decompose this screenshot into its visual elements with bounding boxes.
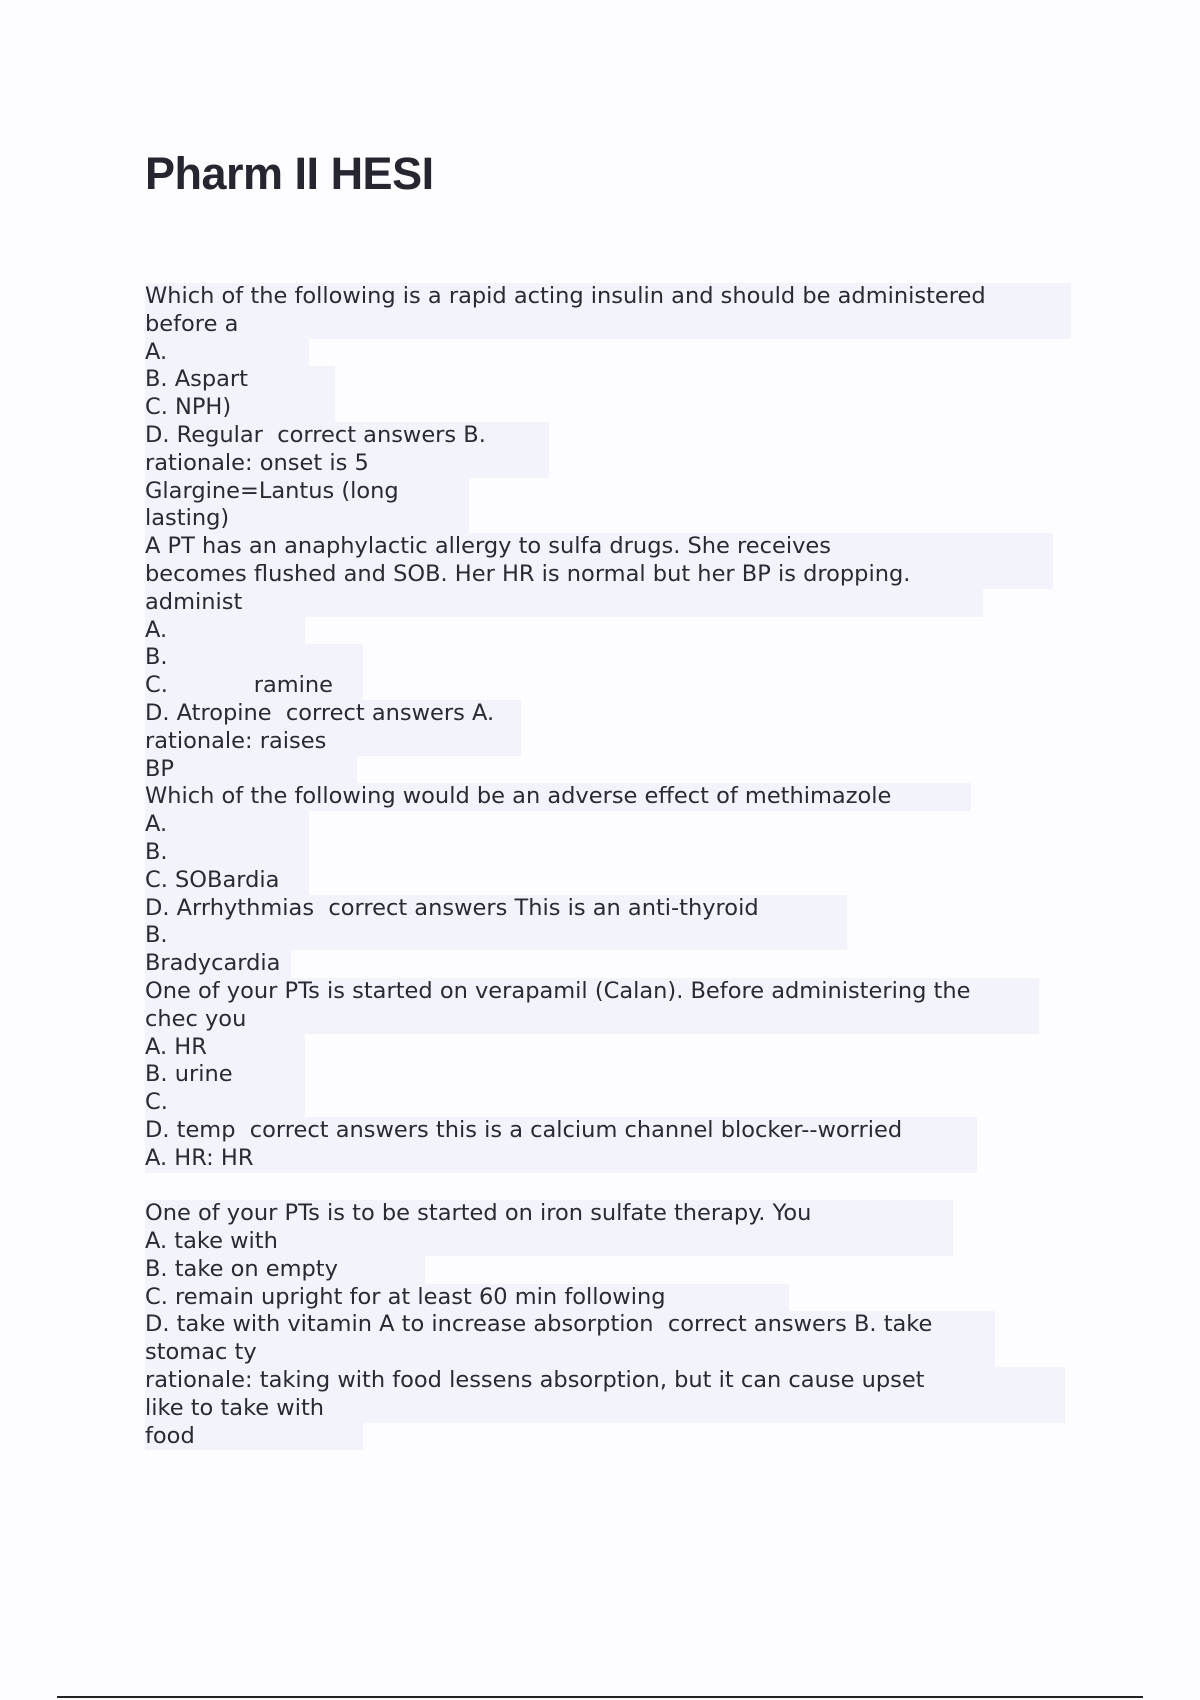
text-line: rationale: taking with food lessens absorption, but it can cause upset [145, 1367, 1065, 1395]
paragraph-gap [145, 1173, 1085, 1201]
text-line: D. Arrhythmias correct answers This is an anti-thyroid [145, 895, 847, 923]
question-verapamil [145, 978, 1085, 1173]
text-line: stomac ty [145, 1339, 995, 1367]
text-line: food [145, 1423, 363, 1451]
question-methimazole [145, 783, 1085, 978]
text-line: administ [145, 589, 983, 617]
text-line: becomes flushed and SOB. Her HR is normal but her BP is dropping. [145, 561, 1053, 589]
text-line: Which of the following would be an adverse effect of methimazole [145, 783, 971, 811]
text-line: BP [145, 756, 357, 784]
text-line: B. Aspart [145, 366, 335, 394]
text-line: C. NPH) [145, 394, 335, 422]
text-line: before a [145, 311, 1071, 339]
text-line: Which of the following is a rapid acting insulin and should be administered [145, 283, 1071, 311]
document-body [145, 283, 1085, 1450]
question-sulfa-allergy [145, 533, 1085, 783]
text-line: C. SOBardia [145, 867, 309, 895]
text-line: A. HR: HR [145, 1145, 977, 1173]
text-line: A PT has an anaphylactic allergy to sulfa drugs. She receives [145, 533, 1053, 561]
text-line: Glargine=Lantus (long [145, 478, 469, 506]
page-title: Pharm II HESI [145, 148, 434, 199]
text-line: chec you [145, 1006, 1039, 1034]
text-line: A. [145, 617, 305, 645]
text-line: D. Regular correct answers B. [145, 422, 549, 450]
text-line: D. take with vitamin A to increase absorption correct answers B. take [145, 1311, 995, 1339]
question-insulin [145, 283, 1085, 533]
text-line: C. remain upright for at least 60 min following [145, 1284, 789, 1312]
text-line: A. [145, 811, 309, 839]
text-line: A. HR [145, 1034, 305, 1062]
text-line: D. Atropine correct answers A. [145, 700, 521, 728]
question-iron-sulfate [145, 1200, 1085, 1450]
text-line: A. take with [145, 1228, 953, 1256]
text-line: Bradycardia [145, 950, 291, 978]
text-line: B. [145, 839, 309, 867]
text-line: One of your PTs is to be started on iron sulfate therapy. You [145, 1200, 953, 1228]
text-line: C. ramine [145, 672, 363, 700]
footer-divider [57, 1696, 1143, 1698]
text-line: C. [145, 1089, 305, 1117]
text-line: A. [145, 339, 309, 367]
text-line: B. [145, 644, 363, 672]
text-line: D. temp correct answers this is a calcium channel blocker--worried [145, 1117, 977, 1145]
text-line: One of your PTs is started on verapamil (Calan). Before administering the [145, 978, 1039, 1006]
text-line: rationale: onset is 5 [145, 450, 549, 478]
text-line: B. urine [145, 1061, 305, 1089]
text-line: rationale: raises [145, 728, 521, 756]
text-line: B. [145, 922, 847, 950]
text-line: lasting) [145, 505, 469, 533]
text-line: like to take with [145, 1395, 1065, 1423]
text-line: B. take on empty [145, 1256, 425, 1284]
